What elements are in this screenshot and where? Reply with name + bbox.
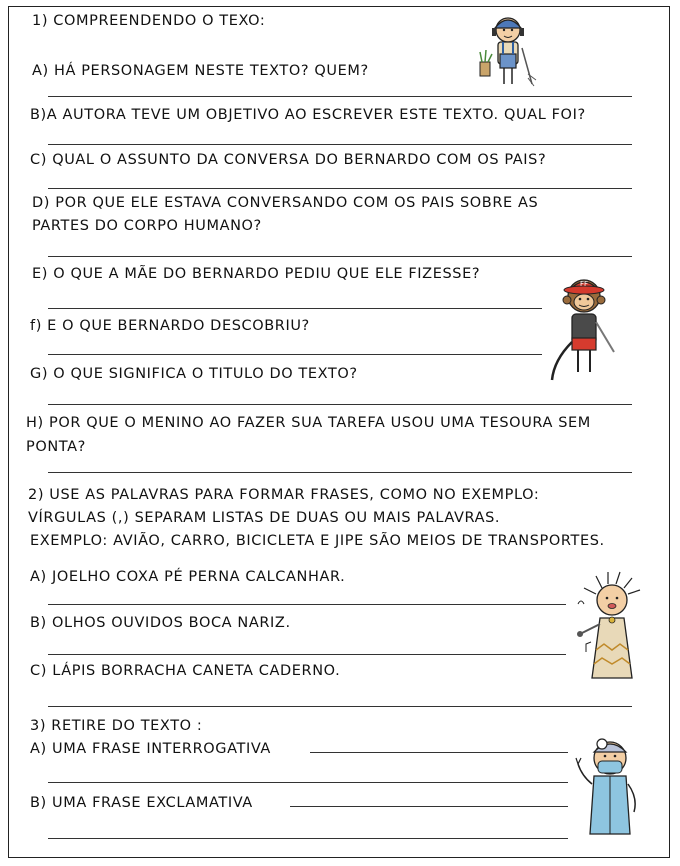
word-item-b: B) OLHOS OUVIDOS BOCA NARIZ. [30,615,291,631]
sentence-type-b: B) UMA FRASE EXCLAMATIVA [30,795,253,811]
answer-line-e[interactable] [48,308,542,309]
answer-line-b[interactable] [48,144,632,145]
section1-heading: 1) COMPREENDENDO O TEXO: [32,13,266,29]
answer-line-2b[interactable] [48,654,566,655]
section3-heading: 3) RETIRE DO TEXTO : [30,718,203,734]
question-b: B)A AUTORA TEVE UM OBJETIVO AO ESCREVER ESTE TEXTO. QUAL FOI? [30,107,586,123]
section2-rule: VÍRGULAS (,) SEPARAM LISTAS DE DUAS OU MAIS PALAVRAS. [28,510,501,526]
question-h-line2: PONTA? [26,439,86,455]
answer-inline-3a[interactable] [310,752,568,753]
question-d-line2: PARTES DO CORPO HUMANO? [32,218,262,234]
answer-line-h[interactable] [48,472,632,473]
doctor-icon [572,728,652,848]
section2-heading: 2) USE AS PALAVRAS PARA FORMAR FRASES, COMO NO EXEMPLO: [28,487,540,503]
svg-text:FF: FF [580,280,589,288]
word-item-c: C) LÁPIS BORRACHA CANETA CADERNO. [30,663,341,679]
answer-line-2a[interactable] [48,604,566,605]
question-d-line1: D) POR QUE ELE ESTAVA CONVERSANDO COM OS PAIS SOBRE AS [32,195,539,211]
section2-example: EXEMPLO: AVIÃO, CARRO, BICICLETA E JIPE SÃO MEIOS DE TRANSPORTES. [30,533,605,549]
answer-line-3a[interactable] [48,782,568,783]
answer-line-3b[interactable] [48,838,568,839]
monkey-firefighter-icon [548,270,628,390]
answer-line-2c[interactable] [48,706,632,707]
singer-girl-icon [572,570,658,688]
question-a: A) HÁ PERSONAGEM NESTE TEXTO? QUEM? [32,63,369,79]
answer-line-f[interactable] [48,354,542,355]
question-g: G) O QUE SIGNIFICA O TITULO DO TEXTO? [30,366,358,382]
gardener-boy-icon [470,8,550,92]
word-item-a: A) JOELHO COXA PÉ PERNA CALCANHAR. [30,569,346,585]
answer-line-c[interactable] [48,188,632,189]
answer-inline-3b[interactable] [290,806,568,807]
question-h-line1: H) POR QUE O MENINO AO FAZER SUA TAREFA USOU UMA TESOURA SEM [26,415,591,431]
answer-line-d[interactable] [48,256,632,257]
question-e: E) O QUE A MÃE DO BERNARDO PEDIU QUE ELE FIZESSE? [32,266,481,282]
question-c: C) QUAL O ASSUNTO DA CONVERSA DO BERNARDO COM OS PAIS? [30,152,547,168]
answer-line-a[interactable] [48,96,632,97]
answer-line-g[interactable] [48,404,632,405]
question-f: f) E O QUE BERNARDO DESCOBRIU? [30,318,310,334]
sentence-type-a: A) UMA FRASE INTERROGATIVA [30,741,271,757]
